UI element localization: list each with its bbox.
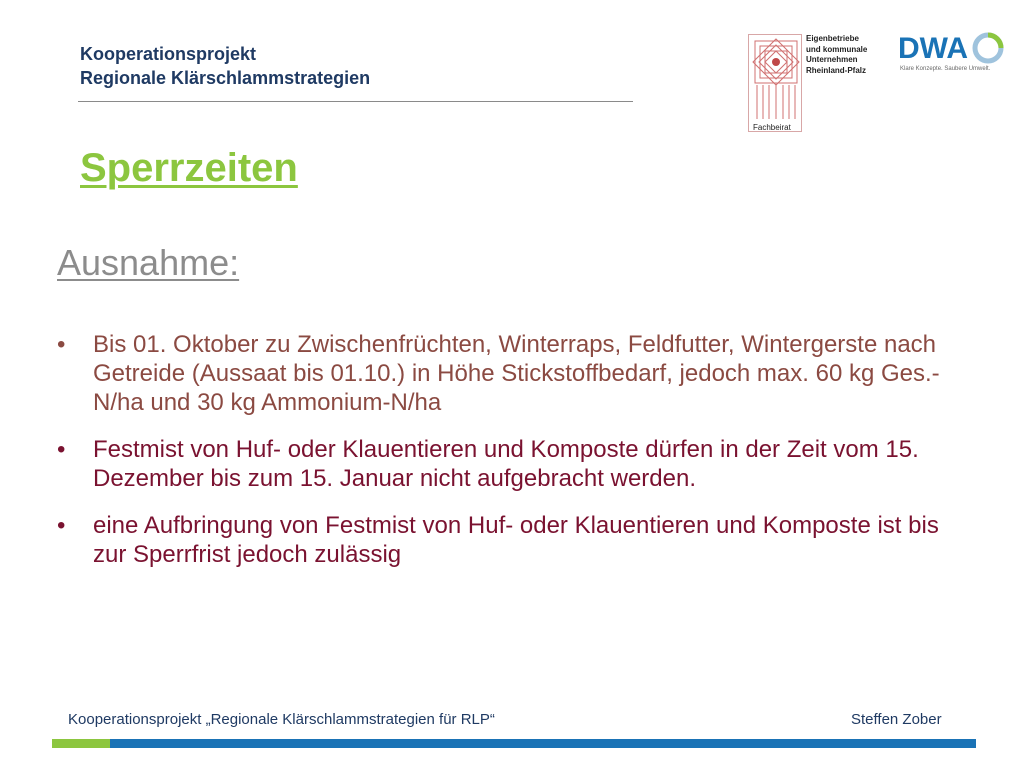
bullet-marker: •: [57, 331, 66, 358]
dwa-wordmark: DWA: [898, 32, 968, 65]
list-item: [57, 435, 977, 493]
list-item: [57, 330, 977, 417]
eigenbetriebe-logo: [748, 34, 878, 132]
eigenbetriebe-line: Rheinland-Pfalz: [806, 65, 867, 75]
header-title: [80, 42, 370, 90]
dwa-ring-icon: [971, 31, 1005, 65]
header-title-line1: Kooperationsprojekt: [80, 44, 257, 64]
slide-title: Sperrzeiten: [80, 146, 298, 190]
footer-bar-accent: [52, 739, 110, 748]
bullet-list: [57, 330, 977, 587]
bullet-marker: •: [57, 512, 66, 539]
footer-project: Kooperationsprojekt „Regionale Klärschlammstrategien für RLP“: [68, 711, 495, 728]
eigenbetriebe-seal-icon: [748, 34, 802, 132]
bullet-text: Bis 01. Oktober zu Zwischenfrüchten, Winterraps, Feldfutter, Wintergerste nach Getreide (Aussaat bis 01.10.) in Höhe Stickstoffbedarf, jedoch max. 60 kg Ges.-N/ha und 30 kg Ammonium-N/ha: [93, 331, 940, 416]
eigenbetriebe-text: [806, 34, 867, 76]
dwa-logo: [896, 28, 1006, 78]
fachbeirat-label: Fachbeirat: [753, 123, 791, 132]
bullet-marker: •: [57, 436, 66, 463]
bullet-text: Festmist von Huf- oder Klauentieren und Komposte dürfen in der Zeit vom 15. Dezember bis zum 15. Januar nicht aufgebracht werden.: [93, 436, 919, 492]
header-title-line2: Regionale Klärschlammstrategien: [80, 68, 371, 88]
bullet-text: eine Aufbringung von Festmist von Huf- oder Klauentieren und Komposte ist bis zur Sperrfrist jedoch zulässig: [93, 512, 939, 568]
list-item: [57, 511, 977, 569]
dwa-tagline: Klare Konzepte. Saubere Umwelt.: [900, 66, 991, 72]
eigenbetriebe-line: Unternehmen: [806, 55, 858, 64]
footer-author: Steffen Zober: [851, 711, 942, 728]
eigenbetriebe-line: und kommunale: [806, 44, 868, 54]
header-divider: [78, 101, 633, 102]
eigenbetriebe-line: Eigenbetriebe: [806, 34, 859, 43]
slide-subtitle: Ausnahme:: [57, 242, 240, 283]
footer-bar: [110, 739, 976, 748]
